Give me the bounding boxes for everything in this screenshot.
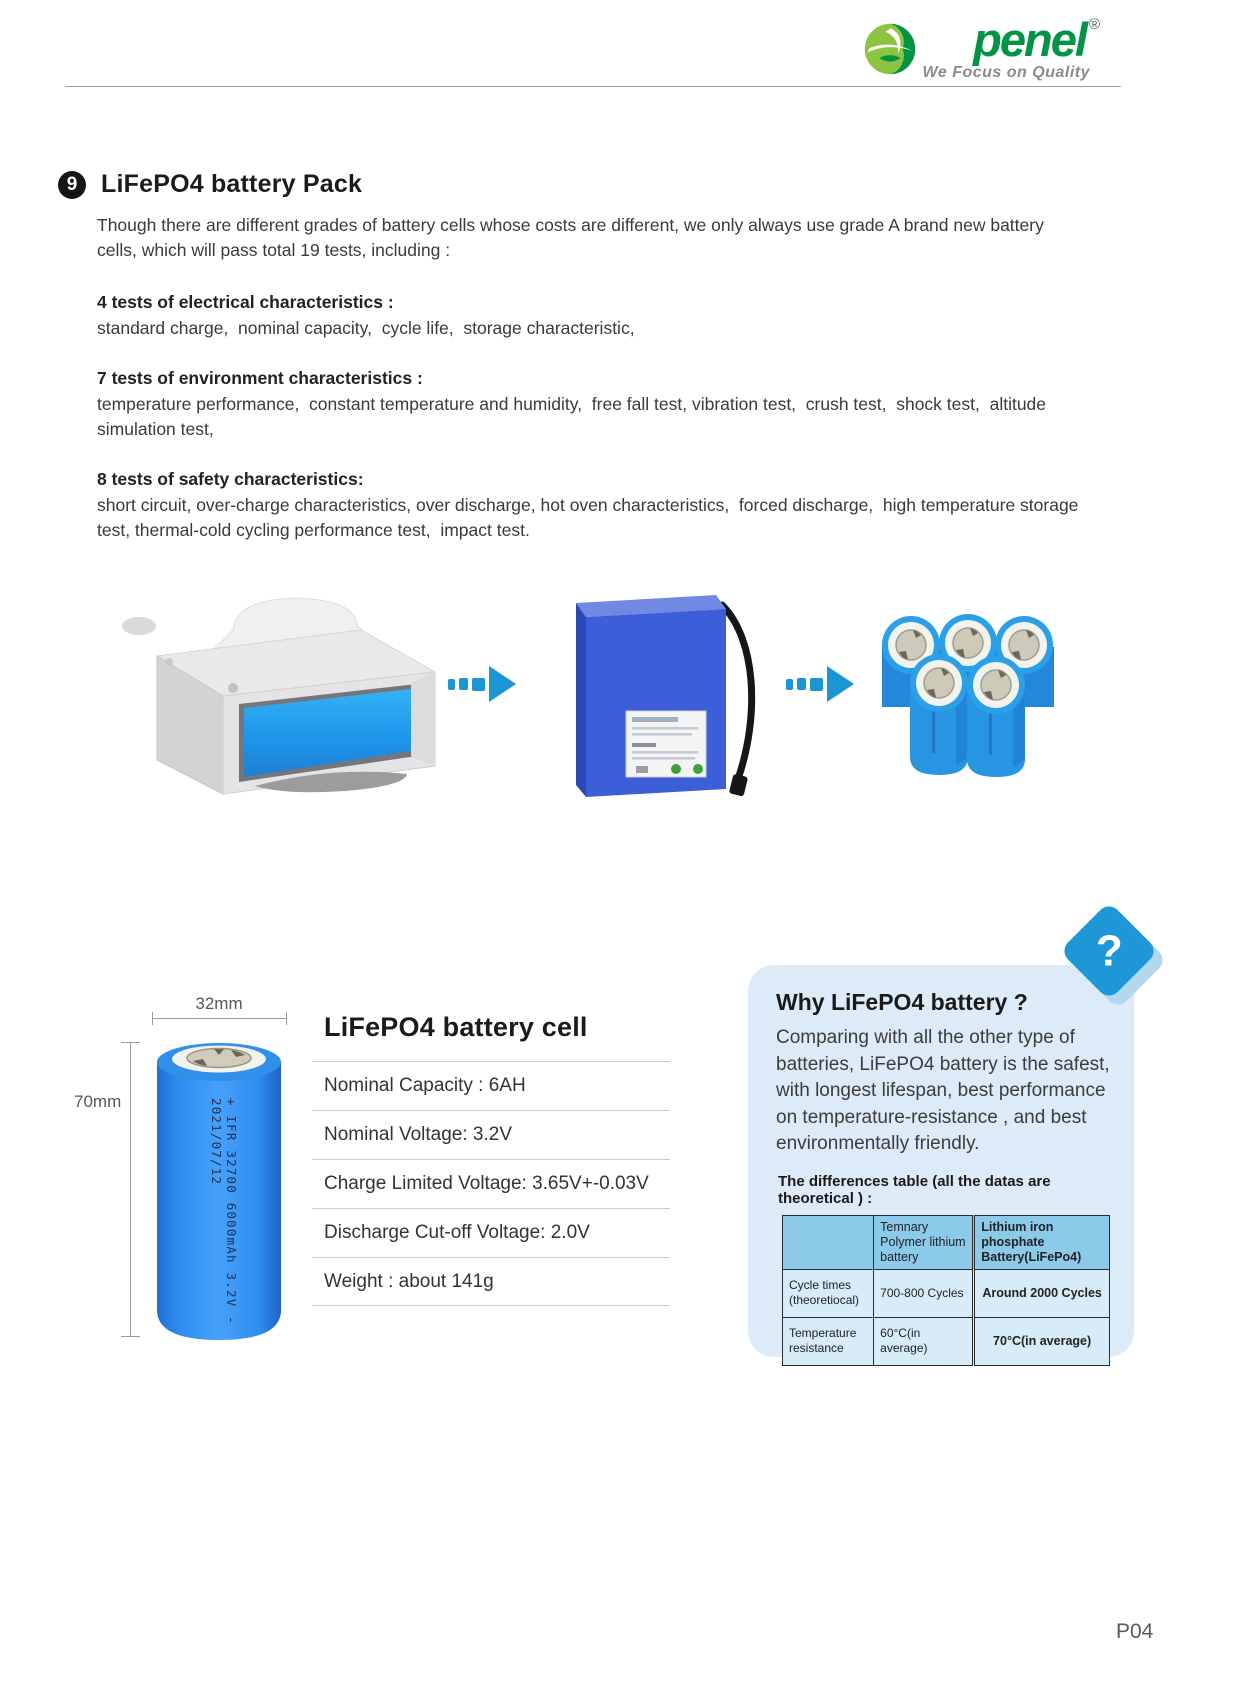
test-group-environment: [97, 368, 1079, 442]
height-dimension-line: [130, 1042, 131, 1336]
spec-row: Charge Limited Voltage: 3.65V+-0.03V: [312, 1159, 670, 1208]
lifepo4-value: Around 2000 Cycles: [974, 1269, 1110, 1317]
why-box-title: Why LiFePO4 battery ?: [776, 989, 1028, 1015]
test-group-title: 4 tests of electrical characteristics :: [97, 292, 394, 312]
main-text-block: [66, 170, 1084, 570]
cell-width-label: 32mm: [195, 994, 243, 1013]
test-group-title: 7 tests of environment characteristics :: [97, 368, 423, 388]
heater-machine-image: [105, 588, 440, 798]
cell-spec-list: [312, 1061, 670, 1306]
registered-mark: ®: [1088, 16, 1100, 33]
section-heading: [58, 170, 1079, 199]
brand-tagline: We Focus on Quality: [922, 64, 1090, 81]
ternary-value: 60°C(in average): [874, 1317, 974, 1365]
table-header-ternary: Temnary Polymer lithium battery: [874, 1215, 974, 1269]
lifepo4-value: 70°C(in average): [974, 1317, 1110, 1365]
row-label: Cycle times (theoretiocal): [783, 1269, 874, 1317]
section-number-badge: 9: [58, 171, 86, 199]
spec-row: Weight : about 141g: [312, 1257, 670, 1306]
differences-table-caption: The differences table (all the datas are theoretical ) :: [778, 1172, 1051, 1207]
spec-row: Nominal Voltage: 3.2V: [312, 1110, 670, 1159]
cell-spec-title: LiFePO4 battery cell: [324, 1012, 588, 1042]
table-header-lifepo4: Lithium iron phosphate Battery(LiFePo4): [974, 1215, 1110, 1269]
test-group-safety: [97, 469, 1084, 543]
page-title: LiFePO4 battery Pack: [101, 170, 363, 198]
test-group-electrical: [97, 292, 1079, 341]
battery-pack-image: [556, 585, 766, 803]
cell-print-text: + IFR 32700 6000mAh 3.2V - 2021/07/12: [209, 1098, 239, 1325]
question-mark-icon: ?: [1060, 902, 1159, 1001]
test-group-body: temperature performance, constant temperature and humidity, free fall test, vibration test, crush test, shock test, altitude simulation test,: [97, 394, 1051, 439]
table-header-empty: [783, 1215, 874, 1269]
test-group-body: standard charge, nominal capacity, cycle life, storage characteristic,: [97, 318, 635, 338]
table-row: [783, 1317, 1110, 1365]
why-box-body: Comparing with all the other type of batteries, LiFePO4 battery is the safest, with longest lifespan, best performance on temperature-resistance , and best environmentally friendly.: [776, 1027, 1110, 1154]
spec-row: Nominal Capacity : 6AH: [312, 1061, 670, 1110]
ternary-value: 700-800 Cycles: [874, 1269, 974, 1317]
table-row: [783, 1269, 1110, 1317]
row-label: Temperature resistance: [783, 1317, 874, 1365]
test-group-title: 8 tests of safety characteristics:: [97, 469, 364, 489]
header-divider: [65, 86, 1121, 87]
width-dimension-line: [152, 1018, 286, 1019]
spec-row: Discharge Cut-off Voltage: 2.0V: [312, 1208, 670, 1257]
cell-spec-panel: [312, 1012, 670, 1306]
page-number: P04: [1116, 1620, 1154, 1643]
arrow-right-icon: [448, 666, 516, 702]
test-group-body: short circuit, over-charge characteristics, over discharge, hot oven characteristics, forced discharge, high temperature storage test, thermal-cold cycling performance test, impact test.: [97, 495, 1084, 540]
arrow-right-icon: [786, 666, 854, 702]
penel-leaf-icon: [863, 22, 917, 76]
brand-name: penel: [973, 13, 1086, 66]
cell-height-label: 70mm: [74, 1092, 122, 1111]
why-lifepo4-box: [748, 965, 1134, 1357]
brand-logo: [863, 13, 1100, 82]
differences-table: [782, 1215, 1110, 1366]
intro-paragraph: Though there are different grades of battery cells whose costs are different, we only always use grade A brand new battery cells, which will pass total 19 tests, including :: [97, 215, 1049, 260]
battery-cells-image: [872, 605, 1062, 783]
